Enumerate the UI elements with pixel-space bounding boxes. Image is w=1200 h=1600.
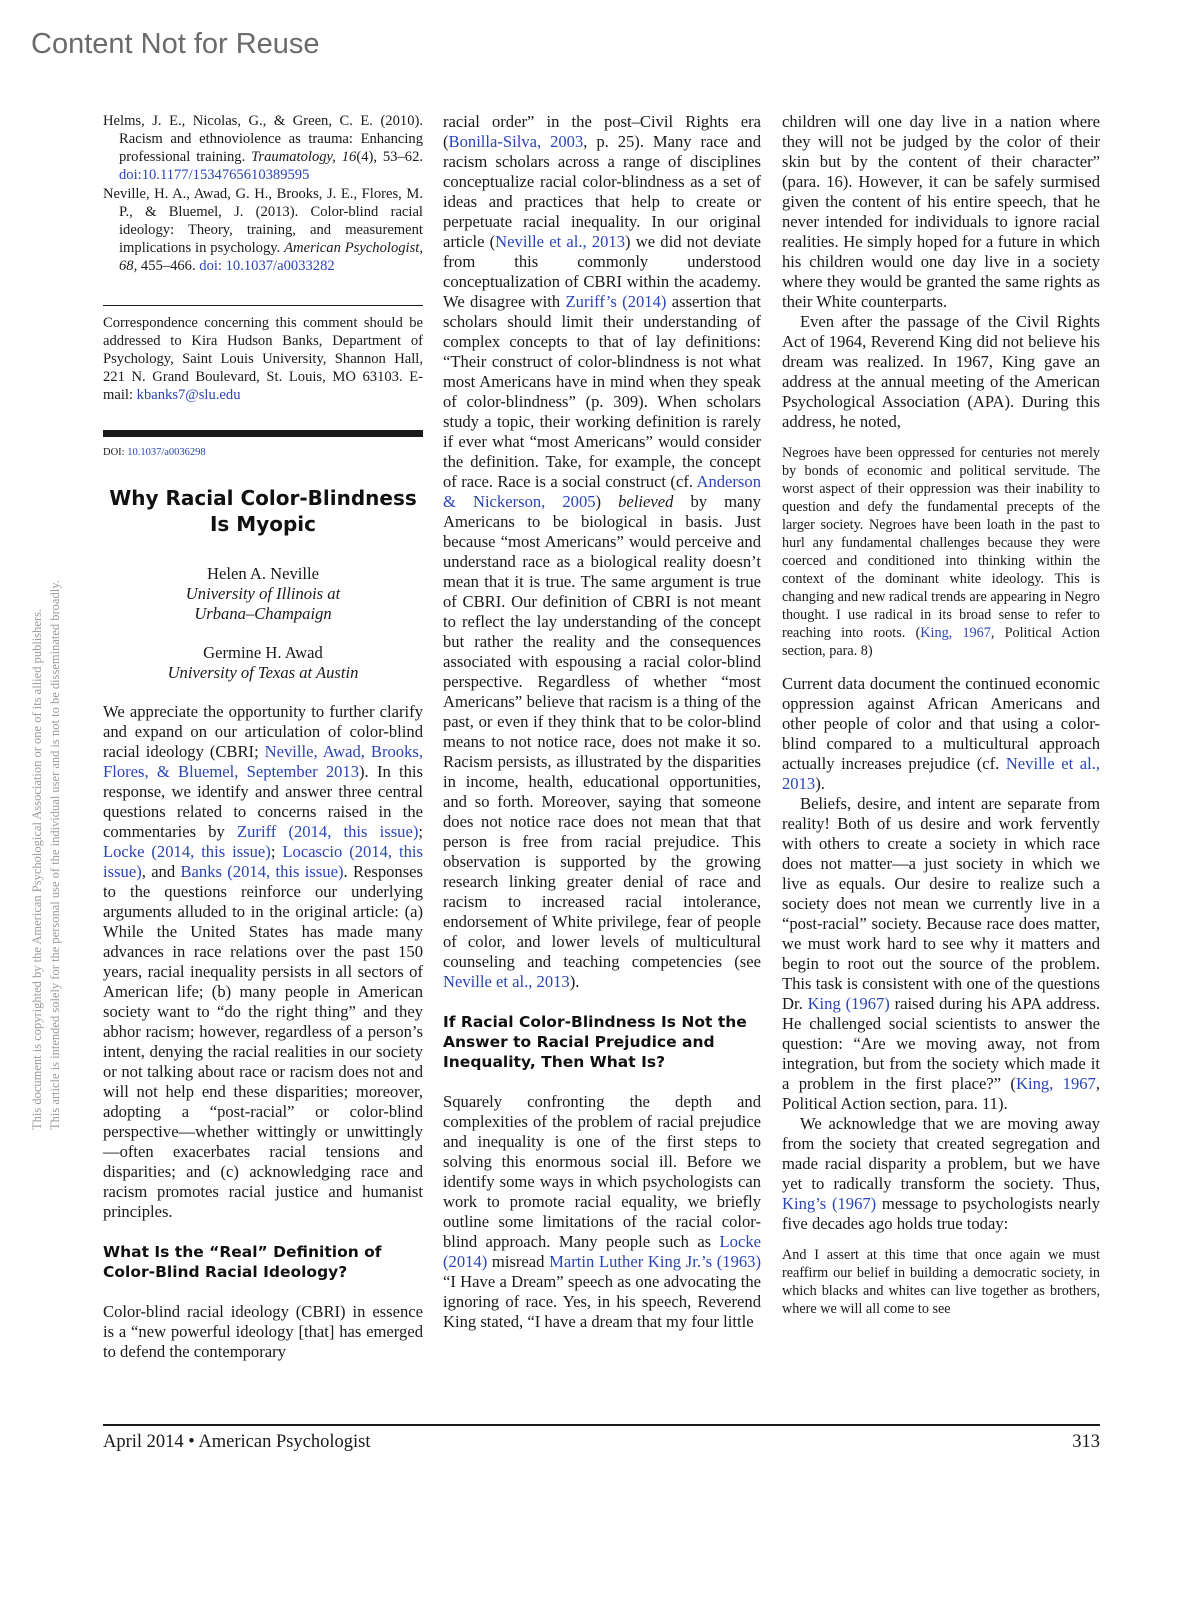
correspondence-text: Correspondence concerning this comment should be addressed to Kira Hudson Banks, Department of Psychology, Saint Louis University, Shannon Hall, 221 N. Grand Boulevard, St. Louis, MO 63103. E-mail: [103,315,423,403]
citation-link[interactable]: Locke (2014, this issue) [103,842,271,861]
body-paragraph [782,674,1100,794]
text-run: , and [141,862,181,881]
body-paragraph [443,112,761,992]
body-paragraph: children will one day live in a nation where they will not be judged by the color of their skin but by the content of their character” (para. 16). However, it can be safely surmised given the content of his entire speech, that he never intended for individuals to ignore racial realities. He simply hoped for a future in which his children would one day live in a society where they would be granted the same rights as their White counterparts. [782,112,1100,311]
text-run: message to psychologists nearly five decades ago holds true today: [782,1194,1100,1233]
citation-link[interactable]: Locke (2014) [443,1232,761,1271]
divider [103,305,423,306]
author-name: Helen A. Neville [207,564,319,583]
text-run: ; [270,842,283,861]
citation-link[interactable]: King (1967) [807,994,890,1013]
text-run: Negroes have been oppressed for centuries not merely by bonds of economic and political servitude. The worst aspect of their oppression was their inability to question and defy the fundamental precepts of the larger society. Negroes have been loath in the past to hurl any fundamental challenges because they were coerced and conditioned into thinking within the context of the dominant white ideology. This is changing and new radical trends are appearing in Negro thought. I use radical in its broad sense to refer to reaching into roots. ( [782,445,1100,641]
text-run: We appreciate the opportunity to further clarify and expand on our articulation of color-blind racial ideology (CBRI; [103,702,423,761]
text-run: Squarely confronting the depth and complexities of the problem of racial prejudice and inequality is one of the first steps to solving this enormous social ill. Before we identify some ways in which psychologists can work to promote racial equality, we briefly outline some limitations of the racial color-blind approach. Many people such as [443,1092,761,1251]
body-paragraph [782,1114,1100,1234]
citation-link[interactable]: Neville et al., 2013 [495,232,626,251]
text-run: , p. 25). Many race and racism scholars across a range of disciplines conceptualize racial color-blindness as a set of ideas and practices that help to create or perpetuate racial inequality. In our original article ( [443,132,761,251]
body-paragraph: Color-blind racial ideology (CBRI) in essence is a “new powerful ideology [that] has emerged to defend the contemporary [103,1302,423,1361]
text-run: raised during his APA address. He challenged social scientists to answer the question: “Are we moving away, not from integration, but from the society which made it a problem in the first place?” ( [782,994,1101,1093]
block-quote [782,444,1100,660]
reference-helms [103,112,423,184]
article-divider [103,430,423,437]
text-run: . Responses to the questions reinforce our underlying arguments alluded to in the original article: (a) While the United States has made many advances in race relations over the past 150 years, racial inequality persists in all sectors of American life; (b) many people in American society want to “do the right thing” and they abhor racism; however, regardless of a person’s intent, denying the racial realities in our society or not talking about race or racism does not and will not help end these disparities; moreover, adopting a “post-racial” or color-blind perspective—whether wittingly or unwittingly—often exacerbates racial tensions and disparities; and (c) acknowledging race and racism promotes racial justice and humanist principles. [103,862,423,1221]
citation-link[interactable]: Neville et al., 2013 [782,754,1100,793]
text-run: assertion that scholars should limit their understanding of complex concepts to that of lay definitions: “Their construct of color-blindness is not what most Americans have in mind when they speak of color-blindness” (p. 309). When scholars study a topic, their working definition is rarely if ever what “most Americans” would consider the definition. Take, for example, the concept of race. Race is a social construct (cf. [443,292,761,491]
section-heading: If Racial Color-Blindness Is Not the Answer to Racial Prejudice and Inequality, Then What Is? [443,1013,747,1071]
text-run: ). In this response, we identify and answer three central questions related to concerns raised in the commentaries by [103,762,423,841]
side-notice-line-1: This document is copyrighted by the American Psychological Association or one of its allied publishers. [30,608,44,1130]
emphasis: believed [618,492,674,511]
content-watermark: Content Not for Reuse [31,28,320,60]
column-middle [443,112,761,1332]
ref-journal: Traumatology, 16 [251,149,357,165]
ref-rest: 455–466. [137,258,200,274]
ref-doi-link[interactable]: doi:10.1177/1534765610389595 [119,167,310,183]
ref-doi-link[interactable]: doi: 10.1037/a0033282 [199,258,335,274]
text-run: racial order” in the post–Civil Rights era ( [443,112,761,151]
citation-link[interactable]: Martin Luther King Jr.’s (1963) [549,1252,762,1271]
body-paragraph [443,1092,761,1332]
section-heading: What Is the “Real” Definition of Color-Blind Racial Ideology? [103,1243,382,1281]
text-run: ) [595,492,619,511]
copyright-side-notice [28,370,64,1130]
text-run: ; [418,822,423,841]
citation-link[interactable]: Zuriff (2014, this issue) [237,822,419,841]
citation-link[interactable]: Bonilla-Silva, 2003 [448,132,584,151]
ref-text: Neville, H. A., Awad, G. H., Brooks, J. E., Flores, M. P., & Bluemel, J. (2013). Color-blind racial ideology: Theory, training, and measurement implications in psychology. [103,186,423,256]
citation-link[interactable]: King’s (1967) [782,1194,877,1213]
block-quote: And I assert at this time that once again we must reaffirm our belief in building a democratic society, in which blacks and whites can live together as brothers, where we will all come to see [782,1247,1100,1317]
citation-link[interactable]: King, 1967 [1015,1074,1096,1093]
author-block-1 [103,564,423,624]
text-run: , Political Action section, para. 11). [782,1074,1101,1113]
citation-link[interactable]: Neville et al., 2013 [443,972,570,991]
column-left [103,112,423,1362]
text-run: “I Have a Dream” speech as one advocating the ignoring of race. Yes, in his speech, Reverend King stated, “I have a dream that my four little [443,1272,761,1331]
citation-link[interactable]: Banks (2014, this issue) [180,862,344,881]
ref-rest: (4), 53–62. [356,149,424,165]
author-affiliation: Urbana–Champaign [194,604,332,623]
body-paragraph: Even after the passage of the Civil Rights Act of 1964, Reverend King did not believe his dream was realized. In 1967, King gave an address at the annual meeting of the American Psychological Association (APA). During this address, he noted, [782,312,1100,431]
body-paragraph [103,702,423,1222]
text-run: ). [569,972,580,991]
author-block-2 [103,643,423,683]
footer-divider [103,1424,1100,1426]
side-notice-line-2: This article is intended solely for the personal use of the individual user and is not to be disseminated broadly. [48,580,62,1130]
doi-label: DOI: [103,447,128,458]
article-title: Why Racial Color-Blindness Is Myopic [109,486,417,536]
ref-text: Helms, J. E., Nicolas, G., & Green, C. E. (2010). Racism and ethnoviolence as trauma: Enhancing professional training. [103,113,423,165]
author-affiliation: University of Texas at Austin [167,663,359,682]
text-run: ) we did not deviate from this commonly understood conceptualization of CBRI within the academy. We disagree with [443,232,761,311]
citation-link[interactable]: Locascio (2014, this issue) [103,842,423,881]
body-paragraph [782,794,1100,1114]
citation-link[interactable]: Neville, Awad, Brooks, Flores, & Bluemel, September 2013 [103,742,423,781]
text-run: ). [815,774,825,793]
column-right [782,112,1100,1332]
citation-link[interactable]: Zuriff’s (2014) [565,292,667,311]
author-name: Germine H. Awad [203,643,323,662]
journal-issue-footer: April 2014 • American Psychologist [103,1432,371,1452]
reference-neville [103,185,423,275]
email-link[interactable]: kbanks7@slu.edu [136,387,241,403]
citation-link[interactable]: King, 1967 [920,625,991,641]
correspondence-note [103,314,423,404]
page-number: 313 [1072,1432,1100,1452]
text-run: Beliefs, desire, and intent are separate from reality! Both of us desire and work fervently with others to create a society in which race does not matter—a just society in which we live as equals. Our desire to realize such a society does not mean we currently live in a “post-racial” society. Because race does matter, we must work hard to see why it matters and begin to root out the source of the problem. This task is consistent with one of the questions Dr. [782,794,1100,1013]
text-run: , Political Action section, para. 8) [782,625,1100,659]
text-run: Current data document the continued economic oppression against African Americans and other people of color and that using a color-blind compared to a multicultural approach actually increases prejudice (cf. [782,674,1100,773]
text-run: We acknowledge that we are moving away from the society that created segregation and made racial disparity a problem, but we have yet to radically transform the society. Thus, [782,1114,1100,1193]
doi-link[interactable]: 10.1037/a0036298 [127,447,206,458]
ref-journal: American Psychologist, 68, [119,240,423,274]
author-affiliation: University of Illinois at [185,584,341,603]
text-run: misread [487,1252,550,1271]
text-run: by many Americans to be biological in basis. Just because “most Americans” would perceive and understand race as a biological reality doesn’t mean that it is true. The same argument is true of CBRI. Our definition of CBRI is not meant to reflect the lay understanding of the concept but rather the reality and the consequences associated with espousing a racial color-blind perspective. Regardless of whether “most Americans” believe that racism is a thing of the past, or even if they think that to be color-blind means to not notice race, does not make it so. Racism persists, as illustrated by the disparities in income, health, educational opportunities, and so forth. Moreover, saying that someone does not notice race does not mean that that person is free from racial prejudice. This observation is supported by the growing research linking greater denial of race and racism to increased racial intolerance, endorsement of White privilege, fear of people of color, and lower levels of multicultural counseling and teaching competencies (see [443,492,761,971]
article-doi [103,443,423,463]
citation-link[interactable]: Anderson & Nickerson, 2005 [443,472,761,511]
